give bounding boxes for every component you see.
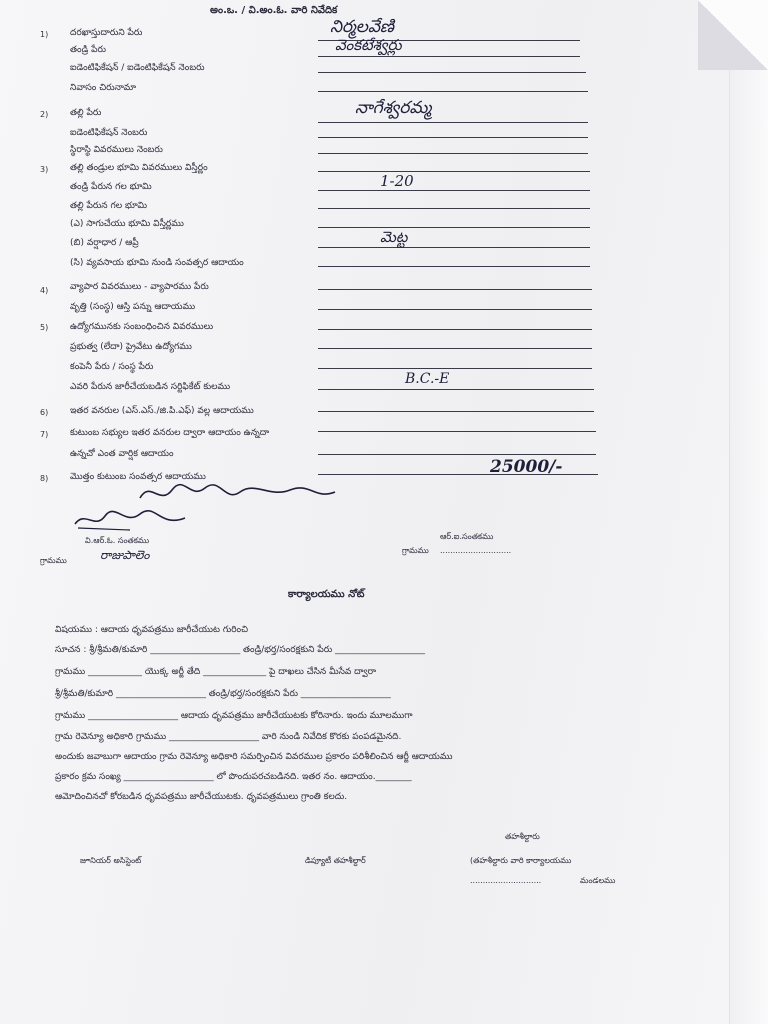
section-number-1: 1)	[40, 30, 49, 39]
company-label: కంపెనీ పేరు / సంస్థ పేరు	[70, 362, 154, 372]
annual-income-label: ఉన్నచో ఎంత వార్షిక ఆదాయం	[70, 449, 174, 459]
field-line	[318, 247, 590, 248]
field-line	[318, 137, 588, 138]
report-title: అం.ఒ. / వి.అం.ఓ. వారి నివేదిక	[210, 5, 338, 16]
vao-signature-label: వి.ఆర్.ఓ. సంతకము	[85, 536, 150, 545]
village-label: గ్రామము	[40, 556, 67, 565]
section-number-7: 7)	[40, 430, 49, 439]
ri-village-dots: ............................	[440, 546, 512, 555]
field-line	[318, 348, 592, 349]
paper-edge	[729, 0, 768, 1024]
mother-name-label: తల్లి పేరు	[70, 108, 102, 118]
office-note-line-2: గ్రామము ____________ యొక్క అర్జీ తేది ______________ పై దాఖలు చేసిన మీసేవ ద్వారా	[55, 667, 377, 677]
business-label: వ్యాపార వివరములు - వ్యాపారము పేరు	[70, 282, 209, 292]
field-line	[318, 91, 588, 92]
father-land-label: తండ్రి పేరున గల భూమి	[70, 182, 152, 192]
ri-signature-label: ఆర్.ఐ.సంతకము	[440, 532, 494, 541]
tahsildar-title: తహశీల్దారు	[505, 832, 540, 841]
id-number-label: ఐడెంటిఫికేషన్ నెంబరు	[70, 128, 148, 138]
land-details-label: తల్లి తండ్రుల భూమి వివరములు విస్తీర్ణం	[70, 163, 208, 173]
section-number-2: 2)	[40, 110, 49, 119]
mandal-label: మండలము	[580, 876, 616, 885]
total-income-label: మొత్తం కుటుంబ సంవత్సర ఆదాయము	[70, 472, 206, 482]
ri-village-label: గ్రామము	[402, 546, 429, 555]
dry-wet-value: మెట్ట	[380, 228, 408, 246]
property-label: స్థిరాస్థి వివరములు నెంబరు	[70, 145, 163, 155]
field-line	[318, 190, 590, 191]
field-line	[318, 454, 596, 455]
agri-income-label: (సి) వ్యవసాయ భూమి నుండి సంవత్సర ఆదాయం	[70, 258, 244, 268]
section-number-5: 5)	[40, 323, 49, 332]
other-income-label: ఇతర వనరుల (ఎస్.ఎస్./జి.పి.ఎఫ్) వల్ల ఆదాయము	[70, 406, 254, 416]
applicant-signature	[130, 478, 340, 508]
field-line	[318, 171, 590, 172]
village-value: రాజుపాలెం	[100, 548, 150, 562]
caste-label: ఎవరి పేరున జారీచేయబడిన సర్టిఫికేట్ కులము	[70, 382, 231, 392]
deputy-tahsildar-label: డిప్యూటీ తహశీల్దార్	[305, 856, 366, 865]
field-line	[318, 122, 588, 123]
office-note-line-5: గ్రామ రెవెన్యూ అధికారి గ్రామము ____________________ వారి నుండి నివేదిక కొరకు పంపడమైనది.	[55, 732, 402, 742]
caste-value: B.C.-E	[405, 371, 450, 387]
section-number-3: 3)	[40, 165, 49, 174]
section-number-6: 6)	[40, 408, 49, 417]
total-income-value: 25000/-	[490, 457, 563, 477]
field-line	[318, 329, 592, 330]
address-label: నివాసం చిరునామా	[70, 83, 137, 93]
office-note-line-1: సూచన : శ్రీ/శ్రీమతి/కుమారి ____________________ తండ్రి/భర్త/సంరక్షకుని పేరు ____________________	[55, 645, 426, 655]
father-name-value: వెంకటేశ్వర్లు	[335, 36, 402, 54]
office-note-line-4: గ్రామము ____________________ ఆదాయ ధృవపత్రము జారీచేయుటకు కోరినారు. ఇందు మూలముగా	[55, 711, 413, 721]
govt-private-label: ప్రభుత్వ (లేదా) ప్రైవేటు ఉద్యోగము	[70, 342, 192, 352]
tahsildar-office-dots: ............................	[470, 876, 542, 885]
father-land-value: 1-20	[380, 172, 414, 190]
field-line	[318, 389, 594, 390]
family-income-label: కుటుంబ సభ్యుల ఇతర వనరుల ద్వారా ఆదాయం ఉన్నదా	[70, 428, 270, 438]
field-line	[318, 289, 592, 290]
office-note-line-6: అందుకు జవాబుగా ఆదాయం గ్రామ రెవెన్యూ అధికారి సమర్పించిన వివరముల ప్రకారం పరిశీలించిన ఆర్జీ ఆదాయము	[55, 752, 453, 762]
office-note-subject: విషయము : ఆదాయ ధృవపత్రము జారీచేయుట గురించి	[55, 625, 249, 635]
cultivated-land-label: (ఎ) సాగుచేయు భూమి విస్తీర్ణము	[70, 219, 184, 229]
field-line	[318, 227, 590, 228]
identification-label: ఐడెంటిఫికేషన్ / ఐడెంటిఫికేషన్ నెంబరు	[70, 63, 205, 73]
employment-label: ఉద్యోగమునకు సంబంధించిన వివరములు	[70, 322, 214, 332]
section-number-4: 4)	[40, 286, 49, 295]
father-name-label: తండ్రి పేరు	[70, 45, 106, 55]
field-line	[318, 153, 588, 154]
mother-land-label: తల్లి పేరున గల భూమి	[70, 201, 147, 211]
office-note-line-3: శ్రీ/శ్రీమతి/కుమారి ____________________ తండ్రి/భర్త/సంరక్షకుని పేరు ____________________	[55, 689, 391, 699]
field-line	[318, 411, 594, 412]
field-line	[318, 309, 592, 310]
dry-wet-label: (బి) వర్షాధార / ఆప్రీ	[70, 238, 139, 248]
field-line	[318, 431, 596, 432]
field-line	[318, 208, 590, 209]
profession-label: వృత్తి (సంస్థ) ఆస్తి పన్ను ఆదాయము	[70, 302, 196, 312]
section-number-8: 8)	[40, 474, 49, 483]
vao-signature	[70, 506, 190, 532]
field-line	[318, 72, 586, 73]
tahsildar-office-label: (తహశీల్దారు వారి కార్యాలయము	[470, 856, 572, 865]
folded-corner	[698, 0, 768, 70]
applicant-name-value: నిర్మలవేణి	[330, 17, 394, 37]
applicant-name-label: దరఖాస్తుదారుని పేరు	[70, 28, 143, 38]
junior-assistant-label: జూనియర్ అసిస్టెంట్	[80, 856, 142, 865]
field-line	[318, 266, 590, 267]
office-note-line-8: ఆమోదించినచో కోరబడిన ధృవపత్రము జారీచేయుటకు. ధృవపత్రములు గ్రాంతి కలదు.	[55, 792, 348, 802]
office-note-title: కార్యాలయము నోట్	[288, 589, 365, 600]
office-note-line-7: ప్రకారం క్రమ సంఖ్య ____________________ లో పొందుపరచబడినది. ఇతర నం. ఆదాయం.________	[55, 772, 412, 782]
field-line	[318, 368, 592, 369]
mother-name-value: నాగేశ్వరమ్మ	[355, 98, 432, 118]
